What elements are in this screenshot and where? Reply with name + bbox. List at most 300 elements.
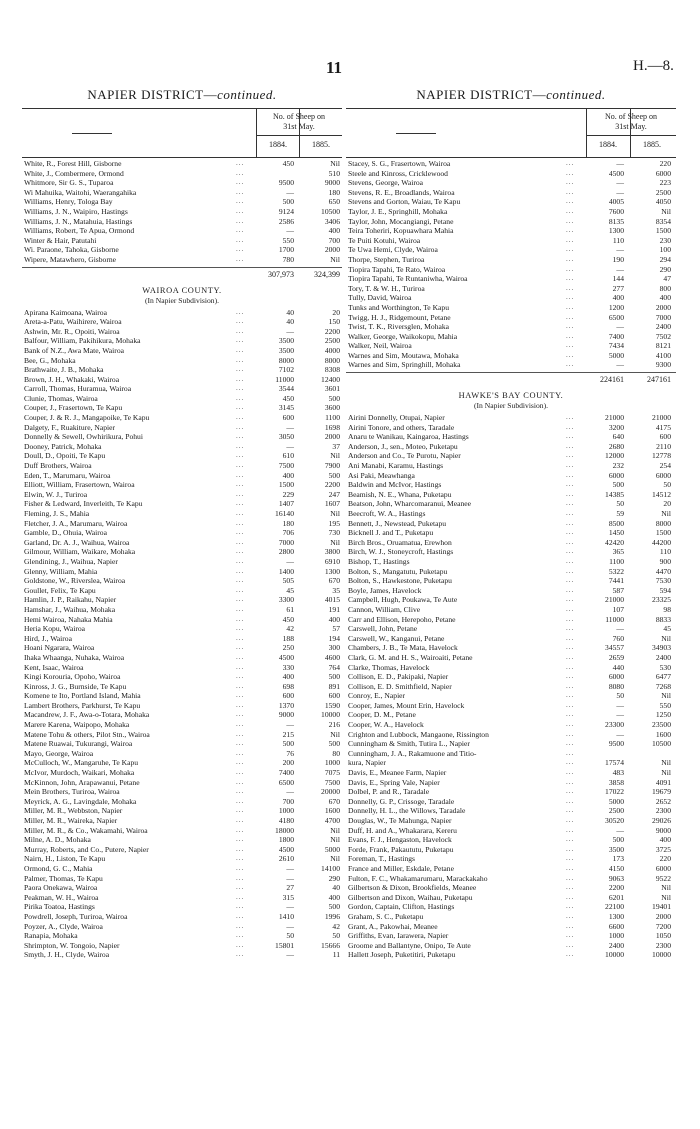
table-row	[346, 547, 676, 557]
leader-dots: ...	[566, 739, 575, 748]
sheep-1885: 530	[659, 662, 671, 672]
sheep-1884: 1500	[278, 480, 294, 490]
sheep-1884: 6000	[608, 470, 624, 480]
leader-dots: ...	[236, 393, 245, 402]
leader-dots: ...	[566, 264, 575, 273]
sheep-1885: 2000	[324, 432, 340, 442]
table-row	[22, 547, 342, 557]
table-row	[346, 226, 676, 236]
table-row	[346, 274, 676, 284]
owner-name: Couper, J. & R. J., Mangapoike, Te Kapu	[24, 413, 150, 423]
sheep-1884: 3300	[278, 595, 294, 605]
leader-dots: ...	[566, 883, 575, 892]
leader-dots: ...	[566, 931, 575, 940]
sheep-1884: 9063	[608, 873, 624, 883]
table-row	[346, 950, 676, 960]
table-row	[22, 730, 342, 740]
owner-name: Cunningham & Smith, Tutira L., Napier	[348, 739, 470, 749]
sheep-1885: Nil	[330, 835, 340, 845]
leader-dots: ...	[236, 355, 245, 364]
owner-name: Williams, J. N., Waipiro, Hastings	[24, 206, 128, 216]
owner-name: Anderson, J., sen., Moteo, Puketapu	[348, 441, 458, 451]
leader-dots: ...	[566, 758, 575, 767]
sheep-1884: 6500	[278, 777, 294, 787]
leader-dots: ...	[236, 873, 245, 882]
leader-dots: ...	[236, 480, 245, 489]
leader-dots: ...	[566, 461, 575, 470]
owner-name: Crighton and Lubbock, Mangaone, Rissington	[348, 729, 489, 739]
owner-name: Doull, D., Opoiti, Te Kapu	[24, 451, 106, 461]
year-1884: 1884.	[599, 140, 617, 149]
sheep-1884: 6000	[608, 672, 624, 682]
owner-name: Komene te Ito, Portland Island, Mahia	[24, 691, 141, 701]
table-row	[22, 787, 342, 797]
sheep-1884: —	[286, 863, 294, 873]
owner-name: Williams, J. N., Matahuia, Hastings	[24, 216, 133, 226]
sheep-1884: 505	[282, 576, 294, 586]
owner-name: Wi Mahuika, Waitohi, Waerangahika	[24, 187, 137, 197]
owner-name: Campbell, Hugh, Poukawa, Te Aute	[348, 595, 458, 605]
sheep-1884: 2680	[608, 441, 624, 451]
sheep-1884: 698	[282, 681, 294, 691]
sheep-1885: 191	[328, 604, 340, 614]
leader-dots: ...	[566, 768, 575, 777]
table-row	[346, 922, 676, 932]
leader-dots: ...	[236, 216, 245, 225]
sheep-1885: 6000	[655, 168, 671, 178]
leader-dots: ...	[236, 178, 245, 187]
sheep-1885: 1500	[655, 226, 671, 236]
table-row	[22, 346, 342, 356]
table-row	[346, 787, 676, 797]
table-row	[22, 758, 342, 768]
leader-dots: ...	[236, 197, 245, 206]
table-row	[346, 442, 676, 452]
leader-dots: ...	[236, 652, 245, 661]
sheep-1884: 3145	[278, 403, 294, 413]
owner-name: Cunningham, J. A., Rakamuone and Titio-	[348, 748, 477, 758]
table-row	[346, 893, 676, 903]
sheep-1884: —	[286, 720, 294, 730]
sheep-1885: 50	[332, 931, 340, 941]
owner-name: Dooney, Patrick, Mohaka	[24, 441, 102, 451]
owner-name: Fulton, F. C., Whakamarumaru, Marackakaho	[348, 873, 488, 883]
owner-name: Williams, Henry, Tologa Bay	[24, 197, 113, 207]
owner-name: Powdrell, Joseph, Turiroa, Wairoa	[24, 911, 128, 921]
table-row	[22, 739, 342, 749]
owner-name: Wi. Paraone, Tahoka, Gisborne	[24, 245, 119, 255]
owner-name: Brathwaite, J. B., Mohaka	[24, 365, 104, 375]
owner-name: Dolbel, P. and R., Taradale	[348, 787, 430, 797]
owner-name: Conroy, E., Napier	[348, 691, 406, 701]
sheep-1884: 3500	[278, 336, 294, 346]
table-row	[346, 605, 676, 615]
table-row	[346, 643, 676, 653]
sheep-1885: 500	[328, 739, 340, 749]
sheep-1884: 5000	[608, 796, 624, 806]
leader-dots: ...	[566, 863, 575, 872]
leader-dots: ...	[566, 720, 575, 729]
owner-name: Twigg, H. J., Ridgemount, Petane	[348, 312, 451, 322]
sheep-1884: 700	[282, 796, 294, 806]
leader-dots: ...	[236, 892, 245, 901]
owner-name: Donnelly, H. L., the Willows, Taradale	[348, 806, 466, 816]
table-row	[22, 931, 342, 941]
sheep-1884: 1370	[278, 700, 294, 710]
sheep-1885: 150	[328, 317, 340, 327]
owner-name: Cooper, D. M., Petane	[348, 710, 416, 720]
sheep-1885: 21000	[652, 413, 671, 423]
owner-name: Elwin, W. J., Turiroa	[24, 489, 88, 499]
table-row	[22, 528, 342, 538]
sheep-1885: 220	[659, 159, 671, 168]
owner-name: Douglas, W., Te Mahunga, Napier	[348, 816, 452, 825]
leader-dots: ...	[566, 206, 575, 215]
leader-dots: ...	[566, 159, 575, 167]
table-row	[346, 682, 676, 692]
sheep-1885: 290	[659, 264, 671, 274]
table-row	[346, 941, 676, 951]
sheep-1884: 3050	[278, 432, 294, 442]
leader-dots: ...	[566, 835, 575, 844]
sheep-1885: 8354	[655, 216, 671, 226]
leader-dots: ...	[566, 312, 575, 321]
owner-name: Ormond, G. C., Mahia	[24, 863, 93, 873]
sheep-1884: 4150	[608, 863, 624, 873]
table-row	[22, 883, 342, 893]
sheep-1885: 19401	[652, 902, 671, 912]
table-row	[22, 586, 342, 596]
sheep-1884: 7500	[278, 461, 294, 471]
leader-dots: ...	[236, 432, 245, 441]
table-row	[22, 615, 342, 625]
sheep-1885: Nil	[330, 509, 340, 518]
year-1885: 1885.	[312, 140, 330, 149]
leader-dots: ...	[236, 921, 245, 930]
sheep-1885: 7502	[655, 331, 671, 341]
sheep-1885: 45	[663, 624, 671, 634]
leader-dots: ...	[236, 691, 245, 700]
table-row	[22, 432, 342, 442]
table-row	[346, 322, 676, 332]
table-row	[346, 413, 676, 423]
sheep-1884: 8500	[608, 518, 624, 528]
table-row	[22, 471, 342, 481]
owner-name: Donnelly & Sewell, Owhirikura, Pohui	[24, 432, 143, 442]
sheep-1884: —	[616, 624, 624, 634]
sheep-1884: —	[616, 245, 624, 255]
sheep-1885: 1600	[324, 806, 340, 816]
table-row	[22, 255, 342, 265]
table-row	[346, 797, 676, 807]
sheep-1885: 7500	[324, 777, 340, 787]
owner-name: Te Puiti Kotuhi, Wairoa	[348, 235, 421, 245]
table-row	[346, 672, 676, 682]
sheep-1885: 10000	[321, 710, 340, 720]
sheep-1884: 9500	[608, 739, 624, 749]
sheep-1884: 12000	[605, 451, 624, 461]
table-row	[22, 317, 342, 327]
sheep-1885: 7268	[655, 681, 671, 691]
owner-name: Ihaka Whaanga, Nuhaka, Wairoa	[24, 652, 125, 662]
sheep-1885: 2000	[655, 302, 671, 312]
leader-dots: ...	[566, 624, 575, 633]
sheep-1884: 9000	[278, 710, 294, 720]
sheep-1884: 7400	[278, 768, 294, 778]
sheep-1884: 1700	[278, 245, 294, 255]
owner-name: Meyrick, A. G., Lavingdale, Mohaka	[24, 796, 137, 806]
sheep-1884: 1410	[278, 911, 294, 921]
owner-name: Steele and Kinross, Cricklewood	[348, 168, 448, 178]
owner-name: Kingi Korouria, Opoho, Wairoa	[24, 672, 121, 682]
leader-dots: ...	[236, 566, 245, 575]
table-row	[346, 691, 676, 701]
hawkes-bay-county-heading: HAWKE'S BAY COUNTY.	[458, 391, 564, 401]
table-row	[22, 217, 342, 227]
sheep-1884: 50	[286, 931, 294, 941]
leader-dots: ...	[566, 274, 575, 283]
owner-name: Fleming, J. S., Mahia	[24, 509, 90, 518]
sheep-1885: 2400	[655, 652, 671, 662]
sheep-1885: 500	[328, 672, 340, 682]
owner-name: Mein Brothers, Turiroa, Wairoa	[24, 787, 120, 797]
sheep-1884: 277	[612, 283, 624, 293]
sheep-1884: 23300	[605, 720, 624, 730]
sheep-1884: 2586	[278, 216, 294, 226]
leader-dots: ...	[236, 461, 245, 470]
owner-name: Gilmour, William, Waikare, Mohaka	[24, 547, 136, 557]
sheep-1885: 400	[659, 835, 671, 845]
owner-name: Gamble, D., Ohuia, Wairoa	[24, 528, 107, 538]
sheep-1885: 35	[332, 585, 340, 595]
sheep-1884: 42	[286, 624, 294, 634]
table-row	[346, 586, 676, 596]
owner-name: Warnes and Sim, Moutawa, Mohaka	[348, 350, 459, 360]
owner-name: Matene Ruawai, Tukurangi, Wairoa	[24, 739, 133, 749]
leader-dots: ...	[236, 187, 245, 196]
owner-name: Grant, A., Pakowhai, Meanee	[348, 921, 438, 931]
sheep-1885: 20	[663, 499, 671, 509]
leader-dots: ...	[236, 633, 245, 642]
sheep-1884: 11000	[275, 374, 294, 384]
owner-name: Elliott, William, Frasertown, Wairoa	[24, 480, 135, 490]
sheep-1885: 670	[328, 576, 340, 586]
table-row	[346, 567, 676, 577]
table-row	[22, 356, 342, 366]
sheep-1885: 216	[328, 720, 340, 730]
table-row	[346, 255, 676, 265]
owner-name: Airini Tonore, and others, Taradale	[348, 422, 455, 432]
leader-dots: ...	[236, 931, 245, 940]
table-row	[22, 893, 342, 903]
sheep-1884: 640	[612, 432, 624, 442]
sheep-1884: —	[286, 950, 294, 960]
sheep-1884: 1300	[608, 911, 624, 921]
owner-name: France and Miller, Eskdale, Petane	[348, 863, 454, 873]
sheep-1884: 4500	[608, 168, 624, 178]
sheep-1884: —	[616, 159, 624, 168]
sheep-1885: 15666	[321, 940, 340, 950]
leader-dots: ...	[236, 307, 245, 316]
owner-name: Warnes and Sim, Springhill, Mohaka	[348, 360, 461, 370]
owner-name: Hamshar, J., Waihua, Mohaka	[24, 604, 116, 614]
sheep-1885: 300	[328, 643, 340, 653]
owner-name: Taylor, John, Mocangiangi, Petane	[348, 216, 454, 226]
leader-dots: ...	[566, 585, 575, 594]
owner-name: Bank of N.Z., Awa Mate, Wairoa	[24, 345, 124, 355]
sheep-1884: 450	[282, 393, 294, 403]
owner-name: Groome and Ballantyne, Onipo, Te Aute	[348, 940, 471, 950]
leader-dots: ...	[566, 643, 575, 652]
leader-dots: ...	[236, 595, 245, 604]
sheep-1884: 2659	[608, 652, 624, 662]
leader-dots: ...	[566, 816, 575, 824]
leader-dots: ...	[236, 159, 245, 167]
leader-dots: ...	[236, 643, 245, 652]
table-row	[22, 672, 342, 682]
leader-dots: ...	[236, 403, 245, 412]
sheep-1885: 1698	[324, 422, 340, 432]
sheep-1884: 45	[286, 585, 294, 595]
owner-name: White, J., Combermere, Ormond	[24, 168, 124, 178]
sheep-1884: 4500	[278, 844, 294, 854]
sheep-1885: 194	[328, 633, 340, 643]
table-row	[346, 245, 676, 255]
leader-dots: ...	[236, 374, 245, 383]
sheep-1885: 2200	[324, 326, 340, 336]
sheep-1885: 6000	[655, 470, 671, 480]
table-row	[346, 835, 676, 845]
leader-dots: ...	[236, 662, 245, 671]
table-row	[346, 207, 676, 217]
owner-name: Apirana Kaimoana, Wairoa	[24, 307, 107, 317]
sheep-1884: 450	[282, 614, 294, 624]
leader-dots: ...	[566, 451, 575, 460]
leader-dots: ...	[236, 796, 245, 805]
right-title-main: NAPIER DISTRICT—	[416, 87, 547, 102]
sheep-1884: —	[616, 700, 624, 710]
sheep-1884: —	[616, 322, 624, 332]
table-row	[346, 471, 676, 481]
leader-dots: ...	[236, 748, 245, 757]
leader-dots: ...	[566, 178, 575, 187]
sheep-1884: 330	[282, 662, 294, 672]
sheep-1885: Nil	[661, 206, 671, 216]
leader-dots: ...	[236, 950, 245, 959]
sheep-1884: 27	[286, 883, 294, 893]
table-row	[346, 758, 676, 768]
table-row	[22, 538, 342, 548]
table-row	[346, 634, 676, 644]
owner-name: Bolton, S., Hawkestone, Puketapu	[348, 576, 452, 586]
table-row	[22, 327, 342, 337]
table-row	[22, 308, 342, 318]
table-row	[22, 643, 342, 653]
table-row	[346, 499, 676, 509]
right-table-header	[346, 108, 676, 158]
sheep-1885: 2400	[655, 322, 671, 332]
sheep-1885: 20	[332, 307, 340, 317]
sheep-1884: 2200	[608, 883, 624, 893]
leader-dots: ...	[566, 283, 575, 292]
owner-name: White, R., Forest Hill, Gisborne	[24, 159, 122, 168]
leader-dots: ...	[236, 365, 245, 374]
sheep-1884: 550	[282, 235, 294, 245]
sheep-1885: 2300	[655, 940, 671, 950]
sheep-caption: No. of Sheep on 31st May.	[273, 112, 325, 131]
leader-dots: ...	[566, 480, 575, 489]
table-row	[22, 576, 342, 586]
owner-name: Carswell, W., Kanganui, Petane	[348, 633, 445, 643]
leader-dots: ...	[566, 187, 575, 196]
sheep-1884: —	[286, 556, 294, 566]
leader-dots: ...	[566, 691, 575, 700]
table-row	[346, 480, 676, 490]
owner-name: Carroll, Thomas, Huramua, Wairoa	[24, 384, 132, 394]
sheep-1884: —	[286, 422, 294, 432]
owner-name: Asi Paki, Meawhanga	[348, 470, 415, 480]
sheep-1884: 4005	[608, 197, 624, 207]
leader-dots: ...	[566, 748, 575, 757]
sheep-1884: 17574	[605, 758, 624, 768]
sheep-1884: 600	[282, 691, 294, 701]
sheep-1885: 500	[328, 470, 340, 480]
owner-name: Cooper, W. A., Havelock	[348, 720, 424, 730]
table-row	[22, 835, 342, 845]
table-row	[346, 778, 676, 788]
table-row	[346, 284, 676, 294]
sheep-1884: 42420	[605, 537, 624, 547]
owner-name: Beatson, John, Wharcomaranui, Meanee	[348, 499, 472, 509]
sheep-1885: Nil	[330, 254, 340, 264]
leader-dots: ...	[236, 624, 245, 633]
sheep-1885: 900	[659, 556, 671, 566]
sheep-1885: 2110	[656, 441, 671, 451]
sheep-1884: 9500	[278, 178, 294, 188]
table-row	[346, 303, 676, 313]
leader-dots: ...	[236, 537, 245, 546]
leader-dots: ...	[236, 441, 245, 450]
table-row	[346, 710, 676, 720]
sheep-1885: 20000	[321, 787, 340, 797]
leader-dots: ...	[566, 672, 575, 681]
owner-name: Clarke, Thomas, Havelock	[348, 662, 430, 672]
sheep-1885: 600	[659, 432, 671, 442]
owner-name: McKinnon, John, Arapawanui, Petane	[24, 777, 140, 787]
sheep-1884: 1000	[608, 931, 624, 941]
leader-dots: ...	[566, 216, 575, 225]
owner-name: Areta-a-Patu, Waihirere, Wairoa	[24, 317, 122, 327]
table-row	[346, 169, 676, 179]
leader-dots: ...	[236, 940, 245, 949]
owner-name: Foreman, T., Hastings	[348, 854, 416, 864]
sheep-1885: 2200	[324, 480, 340, 490]
sheep-1884: 1000	[278, 806, 294, 816]
sheep-1884: 7102	[278, 365, 294, 375]
sheep-1885: 500	[328, 902, 340, 912]
table-row	[22, 461, 342, 471]
owner-name: Baldwin and McIvor, Hastings	[348, 480, 442, 490]
sheep-1885: 4050	[655, 197, 671, 207]
owner-name: Shrimpton, W. Tongoio, Napier	[24, 940, 120, 950]
sheep-1884: —	[616, 178, 624, 188]
sheep-1885: 4015	[324, 595, 340, 605]
table-row	[22, 490, 342, 500]
sheep-1885: Nil	[661, 892, 671, 902]
sheep-1884: 500	[282, 197, 294, 207]
sheep-1884: 180	[282, 518, 294, 528]
table-row	[22, 188, 342, 198]
